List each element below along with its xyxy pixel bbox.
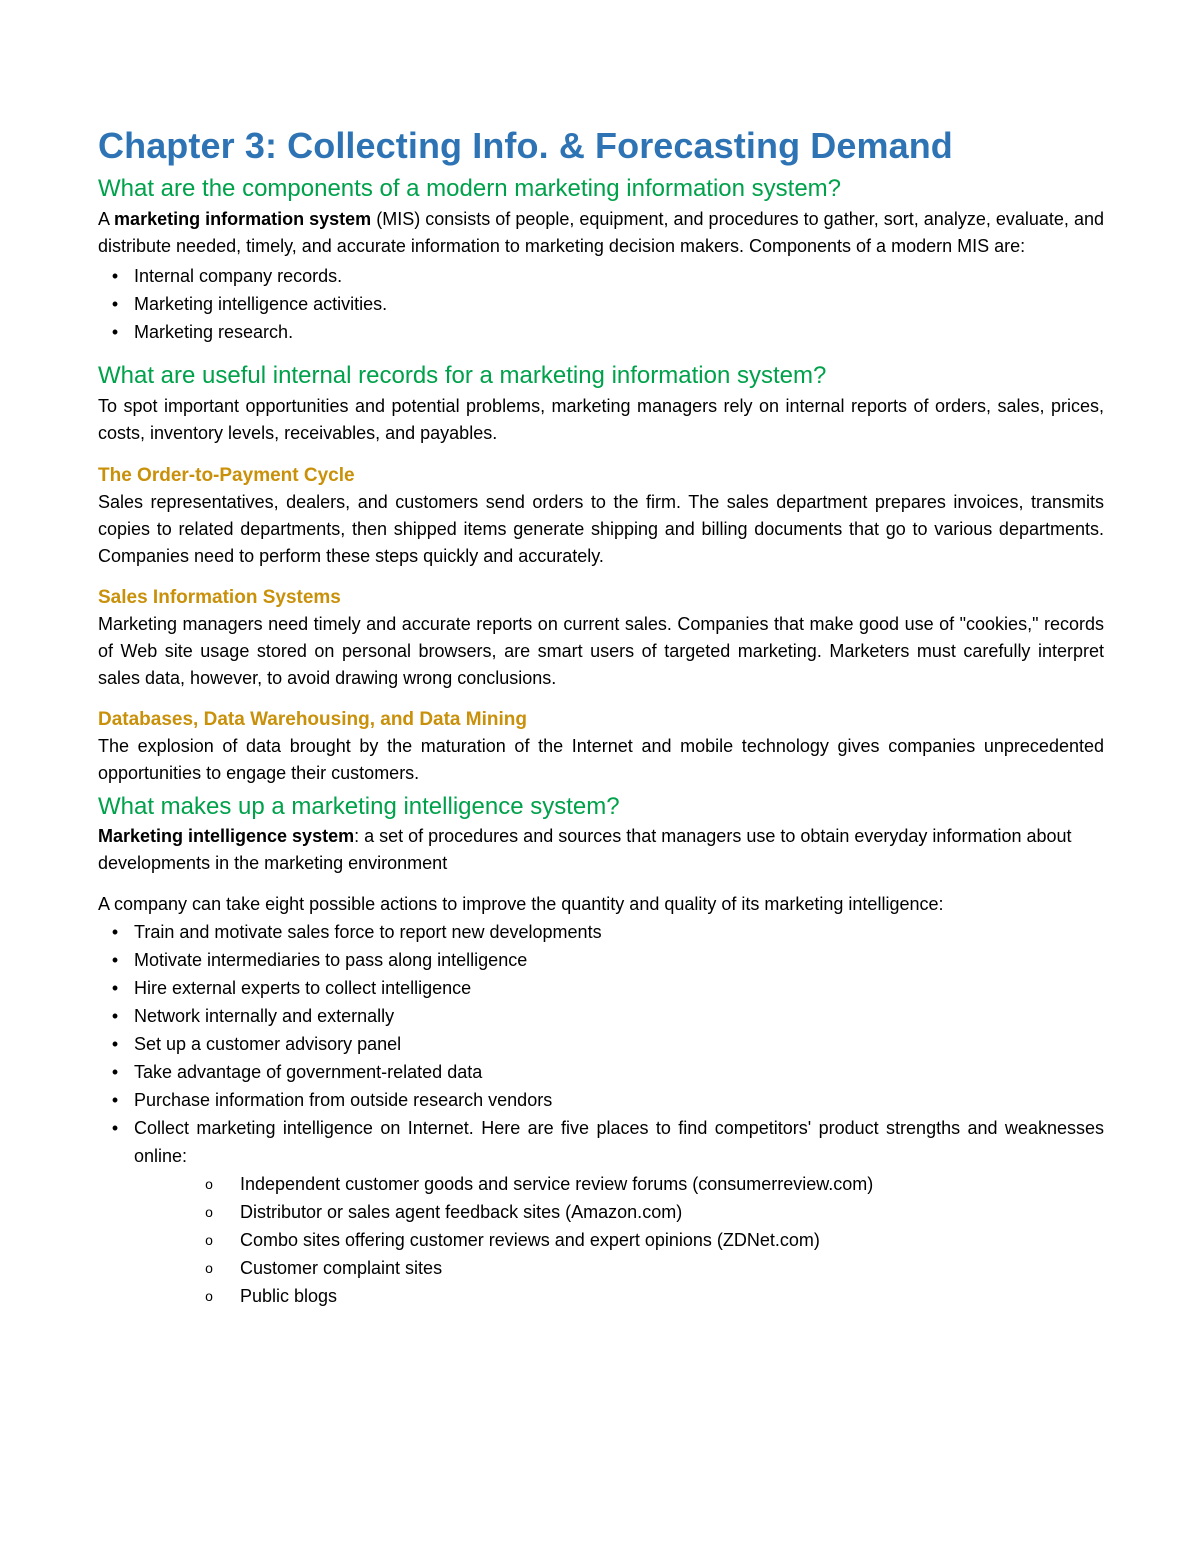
bullet-icon: • <box>111 922 119 942</box>
subheading-sales-information: Sales Information Systems <box>98 587 341 608</box>
text-fragment: (MIS) consists of people, equipment, and procedures to gather, sort, analyze, evaluate, and distribute needed, timely, and accurate information to marketing decision makers. Components of a modern MIS are: <box>98 209 1104 256</box>
sub-list-item <box>98 1198 1104 1226</box>
circle-bullet-icon: o <box>205 1204 213 1220</box>
section-heading-internal-records: What are useful internal records for a marketing information system? <box>98 362 827 389</box>
list-item <box>98 262 1104 290</box>
bullet-icon: • <box>111 294 119 314</box>
list-item-text: Train and motivate sales force to report new developments <box>134 922 602 942</box>
sub-list-item <box>98 1170 1104 1198</box>
sub-list-item-text: Combo sites offering customer reviews and expert opinions (ZDNet.com) <box>240 1230 820 1250</box>
circle-bullet-icon: o <box>205 1288 213 1304</box>
list-item-text: Take advantage of government-related data <box>134 1062 483 1082</box>
bullet-icon: • <box>111 322 119 342</box>
mis-components-list <box>98 262 1104 346</box>
sub-list-item <box>98 1226 1104 1254</box>
list-item-text: Internal company records. <box>134 266 343 286</box>
sub-list-item-text: Distributor or sales agent feedback sites (Amazon.com) <box>240 1202 683 1222</box>
list-item-text: Marketing intelligence activities. <box>134 294 388 314</box>
bullet-icon: • <box>111 950 119 970</box>
circle-bullet-icon: o <box>205 1232 213 1248</box>
list-item-text: Hire external experts to collect intelligence <box>134 978 472 998</box>
databases-paragraph: The explosion of data brought by the maturation of the Internet and mobile technology gives companies unprecedented opportunities to engage their customers. <box>98 736 1104 783</box>
sub-list-item-text: Independent customer goods and service review forums (consumerreview.com) <box>240 1174 874 1194</box>
list-item <box>98 1030 1104 1058</box>
list-item-text: Set up a customer advisory panel <box>134 1034 402 1054</box>
section-heading-intelligence-system: What makes up a marketing intelligence system? <box>98 793 620 820</box>
bullet-icon: • <box>111 1090 119 1110</box>
list-item-text: Purchase information from outside research vendors <box>134 1090 553 1110</box>
chapter-title: Chapter 3: Collecting Info. & Forecasting Demand <box>98 125 953 166</box>
document-content <box>98 124 1104 1310</box>
list-item-text: Collect marketing intelligence on Internet. Here are five places to find competitors' product strengths and weaknesses online: <box>134 1118 1104 1166</box>
list-item <box>98 1058 1104 1086</box>
internal-records-paragraph: To spot important opportunities and potential problems, marketing managers rely on internal reports of orders, sales, prices, costs, inventory levels, receivables, and payables. <box>98 396 1104 443</box>
list-item-text: Marketing research. <box>134 322 294 342</box>
intelligence-definition-paragraph <box>98 823 1104 877</box>
bullet-icon: • <box>111 1034 119 1054</box>
bullet-icon: • <box>111 978 119 998</box>
intelligence-actions-intro: A company can take eight possible actions to improve the quantity and quality of its marketing intelligence: <box>98 894 944 914</box>
intelligence-term: Marketing intelligence system <box>98 826 355 846</box>
subheading-databases: Databases, Data Warehousing, and Data Mining <box>98 709 527 730</box>
sub-list-item <box>98 1282 1104 1310</box>
mis-term: marketing information system <box>114 209 372 229</box>
list-item <box>98 1086 1104 1114</box>
sub-list-item-text: Public blogs <box>240 1286 338 1306</box>
section-heading-mis-components: What are the components of a modern marketing information system? <box>98 175 842 202</box>
sub-list-item <box>98 1254 1104 1282</box>
list-item <box>98 1114 1104 1170</box>
bullet-icon: • <box>111 1006 119 1026</box>
list-item <box>98 290 1104 318</box>
list-item <box>98 1002 1104 1030</box>
list-item <box>98 918 1104 946</box>
online-sources-list <box>98 1170 1104 1310</box>
sales-information-paragraph: Marketing managers need timely and accurate reports on current sales. Companies that make good use of "cookies," records of Web site usage stored on personal browsers, are smart users of targeted marketing. Marketers must carefully interpret sales data, however, to avoid drawing wrong conclusions. <box>98 614 1104 688</box>
bullet-icon: • <box>111 266 119 286</box>
intelligence-actions-list <box>98 918 1104 1170</box>
order-to-payment-paragraph: Sales representatives, dealers, and customers send orders to the firm. The sales department prepares invoices, transmits copies to related departments, then shipped items generate shipping and billing documents that go to various departments. Companies need to perform these steps quickly and accurately. <box>98 492 1104 566</box>
circle-bullet-icon: o <box>205 1176 213 1192</box>
list-item <box>98 318 1104 346</box>
text-fragment: A <box>98 209 115 229</box>
bullet-icon: • <box>111 1062 119 1082</box>
text-fragment: : a set of procedures and sources that managers use to obtain everyday information about developments in the marketing environment <box>98 826 1072 873</box>
list-item <box>98 974 1104 1002</box>
list-item-text: Motivate intermediaries to pass along intelligence <box>134 950 528 970</box>
circle-bullet-icon: o <box>205 1260 213 1276</box>
bullet-icon: • <box>111 1118 119 1138</box>
list-item-text: Network internally and externally <box>134 1006 395 1026</box>
list-item <box>98 946 1104 974</box>
mis-definition-paragraph <box>98 206 1104 260</box>
subheading-order-to-payment: The Order-to-Payment Cycle <box>98 465 355 486</box>
sub-list-item-text: Customer complaint sites <box>240 1258 443 1278</box>
